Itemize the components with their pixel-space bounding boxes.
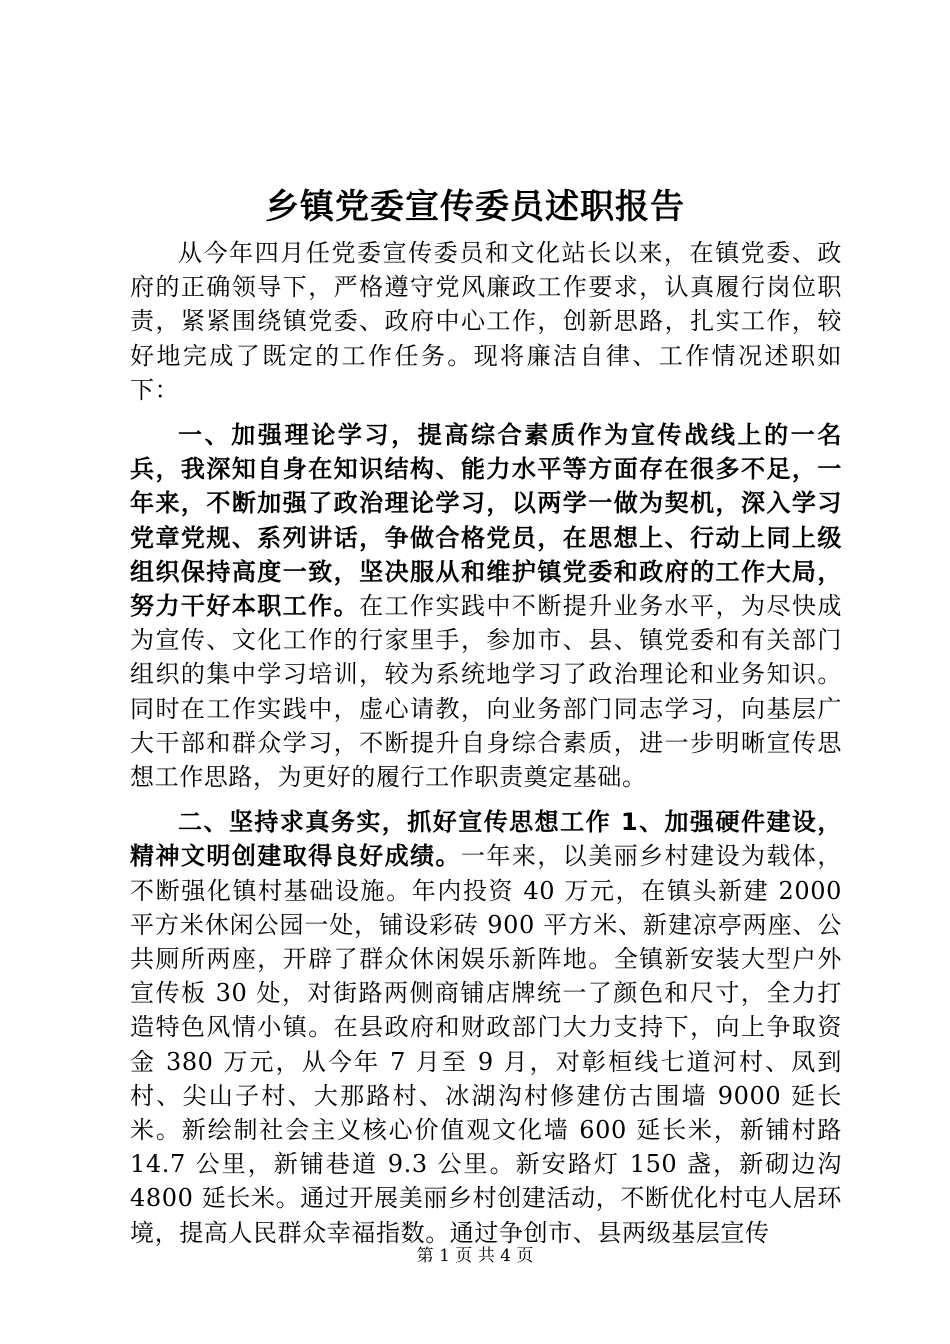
paragraph-intro [130,236,842,407]
section-1-text: 在工作实践中不断提升业务水平，为尽快成为宣传、文化工作的行家里手，参加市、县、镇党委和有关部门组织的集中学习培训，较为系统地学习了政治理论和业务知识。同时在工作实践中，虚心请教，向业务部门同志学习，向基层广大干部和群众学习，不断提升自身综合素质，进一步明晰宣传思想工作思路，为更好的履行工作职责奠定基础。 [130,592,842,792]
section-2-heading: 二、坚持求真务实，抓好宣传思想工作 1、加强硬件建设，精神文明创建取得良好成绩。 [130,808,842,871]
paragraph-section-1 [130,418,842,794]
page-number-footer: 第 1 页 共 4 页 [416,1246,534,1266]
section-1-heading: 一、加强理论学习，提高综合素质作为宣传战线上的一名兵，我深知自身在知识结构、能力水平等方面存在很多不足，一年来，不断加强了政治理论学习，以两学一做为契机，深入学习党章党规、系列讲话，争做合格党员，在思想上、行动上同上级组织保持高度一致，坚决服从和维护镇党委和政府的工作大局，努力干好本职工作。 [130,421,842,621]
document-title: 乡镇党委宣传委员述职报告 [265,187,685,227]
paragraph-intro-text: 从今年四月任党委宣传委员和文化站长以来，在镇党委、政府的正确领导下，严格遵守党风廉政工作要求，认真履行岗位职责，紧紧围绕镇党委、政府中心工作，创新思路，扎实工作，较好地完成了既定的工作任务。现将廉洁自律、工作情况述职如下： [130,239,842,404]
document-body [130,236,842,1250]
paragraph-section-2 [130,805,842,1250]
section-2-text: 一年来，以美丽乡村建设为载体，不断强化镇村基础设施。年内投资 40 万元，在镇头新建 2000 平方米休闲公园一处，铺设彩砖 900 平方米、新建凉亭两座、公共厕所两座，开辟了群众休闲娱乐新阵地。全镇新安装大型户外宣传板 30 处，对街路两侧商铺店牌统一了颜色和尺寸，全力打造特色风情小镇。在县政府和财政部门大力支持下，向上争取资金 380 万元，从今年 7 月至 9 月，对彰桓线七道河村、凤到村、尖山子村、大那路村、冰湖沟村修建仿古围墙 9000 延长米。新绘制社会主义核心价值观文化墙 600 延长米，新铺村路 14.7 公里，新铺巷道 9.3 公里。新安路灯 150 盏，新砌边沟 4800 延长米。通过开展美丽乡村创建活动，不断优化村屯人居环境，提高人民群众幸福指数。通过争创市、县两级基层宣传 [130,842,842,1247]
